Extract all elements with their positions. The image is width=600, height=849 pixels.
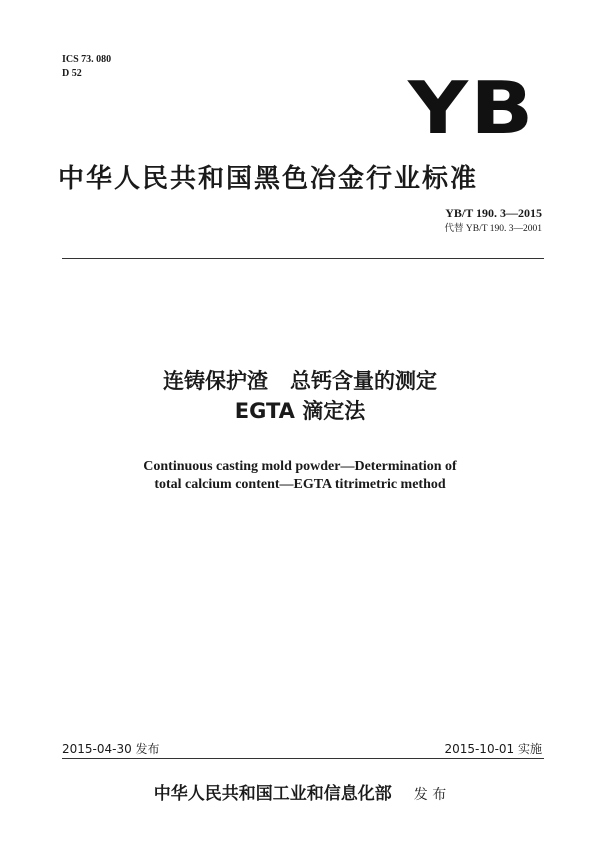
header-divider xyxy=(62,258,544,259)
yb-logo: YB xyxy=(408,66,536,150)
chinese-title-line1: 连铸保护渣 总钙含量的测定 xyxy=(163,369,437,393)
issue-date: 2015-04-30 发布 xyxy=(62,742,160,756)
english-title xyxy=(0,458,600,494)
publisher-name: 中华人民共和国工业和信息化部 xyxy=(153,784,392,804)
publisher xyxy=(0,779,600,804)
standard-code: YB/T 190. 3—2015 xyxy=(445,206,542,220)
standard-codes xyxy=(445,205,542,237)
english-title-line1: Continuous casting mold powder—Determination of xyxy=(143,459,457,474)
footer-divider xyxy=(62,758,544,759)
chinese-title-line2: EGTA 滴定法 xyxy=(234,399,366,423)
standard-series-title: 中华人民共和国黑色冶金行业标准 xyxy=(58,164,479,194)
chinese-title xyxy=(0,366,600,426)
publisher-suffix: 发 布 xyxy=(413,787,447,803)
classification-codes xyxy=(62,53,111,81)
ccs-code: D 52 xyxy=(62,68,82,79)
english-title-line2: total calcium content—EGTA titrimetric method xyxy=(154,477,446,492)
effective-date: 2015-10-01 实施 xyxy=(444,742,542,756)
replaces-code: 代替 YB/T 190. 3—2001 xyxy=(444,224,542,234)
ics-code: ICS 73. 080 xyxy=(62,54,112,65)
